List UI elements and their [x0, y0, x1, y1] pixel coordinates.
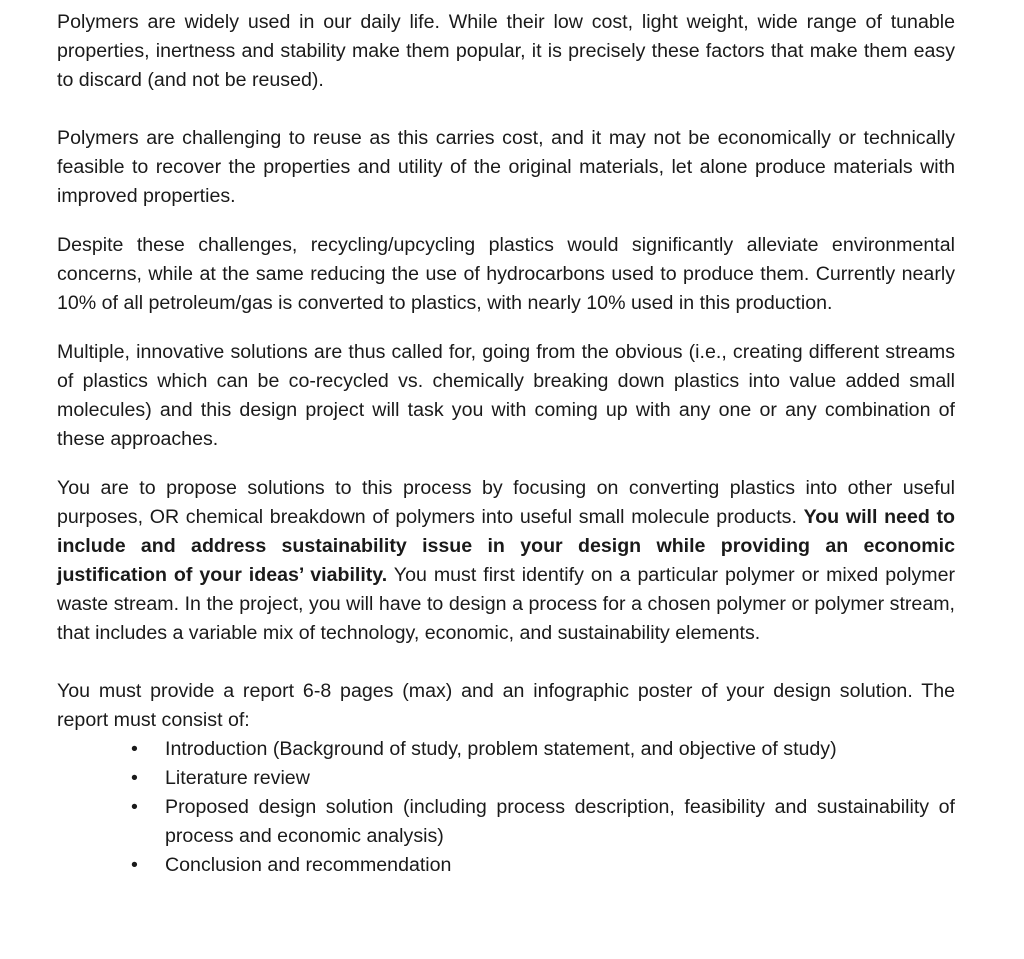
paragraph-recycling: Despite these challenges, recycling/upcycling plastics would significantly alleviate environmental concerns, while at the same reducing the use of hydrocarbons used to produce them. Currently nearly 10% of all petroleum/gas is converted to plastics, with nearly 10% used in this production.: [57, 234, 955, 314]
task-text-end: You must first identify on a particular polymer or mixed polymer waste stream. In the project, you will have to design a process for a chosen polymer or polymer stream, that includes a variable mix of technology, economic, and sustainability elements.: [57, 564, 955, 644]
list-item: • Introduction (Background of study, problem statement, and objective of study): [165, 735, 955, 764]
task-text-start: You are to propose solutions to this process by focusing on converting plastics into other useful purposes, OR chemical breakdown of polymers into useful small molecule products.: [57, 477, 955, 528]
document-page: [57, 8, 955, 880]
list-item: • Proposed design solution (including process description, feasibility and sustainability of process and economic analysis): [165, 793, 955, 851]
task-text-bold: You will need to include and address sustainability issue in your design while providing an economic justification of your ideas’ viability.: [57, 506, 956, 586]
paragraph-task: [57, 474, 955, 648]
paragraph-report: You must provide a report 6-8 pages (max) and an infographic poster of your design solution. The report must consist of:: [57, 680, 955, 731]
list-item: • Literature review: [165, 764, 955, 793]
report-requirements-list: [57, 735, 955, 880]
paragraph-solutions: Multiple, innovative solutions are thus called for, going from the obvious (i.e., creating different streams of plastics which can be co-recycled vs. chemically breaking down plastics into value added small molecules) and this design project will task you with coming up with any one or any combination of these approaches.: [57, 341, 955, 450]
paragraph-intro: Polymers are widely used in our daily life. While their low cost, light weight, wide range of tunable properties, inertness and stability make them popular, it is precisely these factors that make them easy to discard (and not be reused).: [57, 11, 955, 91]
paragraph-challenges: Polymers are challenging to reuse as this carries cost, and it may not be economically or technically feasible to recover the properties and utility of the original materials, let alone produce materials with improved properties.: [57, 127, 955, 207]
list-item: • Conclusion and recommendation: [165, 851, 955, 880]
